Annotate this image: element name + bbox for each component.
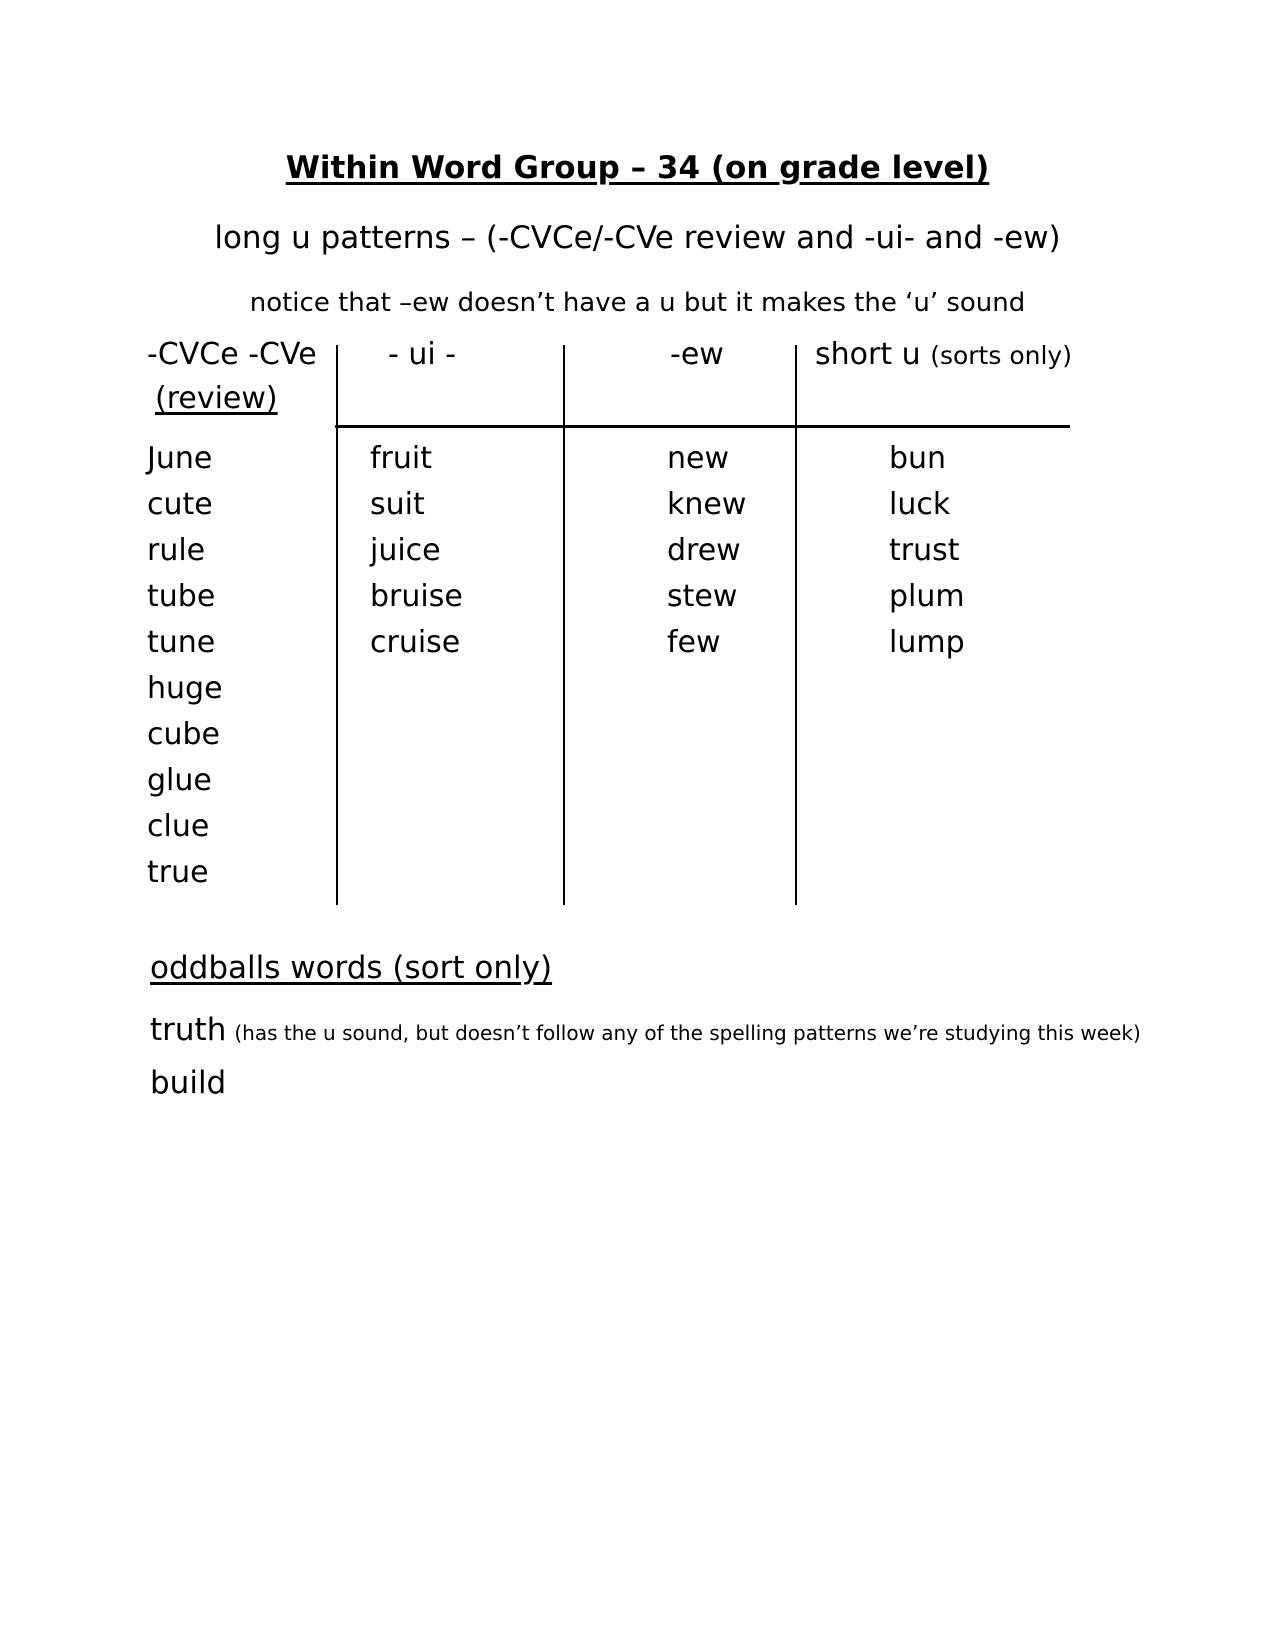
list-item: juice: [370, 533, 441, 568]
list-item: fruit: [370, 441, 433, 476]
page-title: Within Word Group – 34 (on grade level): [285, 150, 990, 186]
list-item: June: [147, 441, 213, 476]
column-header-cvce-line1: -CVCe -CVe: [147, 337, 317, 372]
column-header-cvce-line2: (review): [155, 381, 278, 416]
list-item: cruise: [370, 625, 461, 660]
list-item: lump: [889, 625, 965, 660]
list-item: bruise: [370, 579, 463, 614]
word-list-short-u: [889, 436, 965, 666]
list-item: bun: [889, 441, 947, 476]
word-list-cvce: [147, 436, 223, 896]
column-header-ew: -ew: [670, 337, 724, 372]
oddball-item-truth: [150, 1012, 1141, 1048]
list-item: true: [147, 855, 209, 890]
list-item: luck: [889, 487, 951, 522]
list-item: suit: [370, 487, 425, 522]
list-item: clue: [147, 809, 210, 844]
column-header-cvce: [147, 333, 317, 421]
list-item: new: [667, 441, 730, 476]
word-list-ew: [667, 436, 746, 666]
list-item: cute: [147, 487, 213, 522]
list-item: trust: [889, 533, 960, 568]
oddballs-heading: oddballs words (sort only): [150, 950, 553, 986]
column-header-short-u-label: short u: [815, 337, 921, 372]
notice-text: notice that –ew doesn’t have a u but it makes the ‘u’ sound: [249, 288, 1026, 318]
oddball-word: truth: [150, 1012, 227, 1048]
column-header-short-u: [815, 333, 1072, 378]
column-divider-1: [336, 345, 338, 905]
column-divider-2: [563, 345, 565, 905]
list-item: glue: [147, 763, 212, 798]
column-header-ui: - ui -: [388, 337, 457, 372]
oddball-note: (has the u sound, but doesn’t follow any of the spelling patterns we’re studying this week): [234, 1021, 1141, 1045]
list-item: knew: [667, 487, 747, 522]
oddball-item-build: [150, 1065, 226, 1101]
list-item: tube: [147, 579, 216, 614]
word-list-ui: [370, 436, 463, 666]
header-underline: [335, 425, 1070, 428]
list-item: cube: [147, 717, 221, 752]
list-item: plum: [889, 579, 965, 614]
list-item: stew: [667, 579, 738, 614]
column-header-short-u-note: (sorts only): [930, 341, 1072, 370]
list-item: drew: [667, 533, 741, 568]
oddball-word: build: [150, 1065, 227, 1101]
list-item: few: [667, 625, 721, 660]
page-subtitle: long u patterns – (-CVCe/-CVe review and -ui- and -ew): [214, 220, 1061, 256]
column-divider-3: [795, 345, 797, 905]
list-item: tune: [147, 625, 216, 660]
list-item: rule: [147, 533, 206, 568]
list-item: huge: [147, 671, 223, 706]
